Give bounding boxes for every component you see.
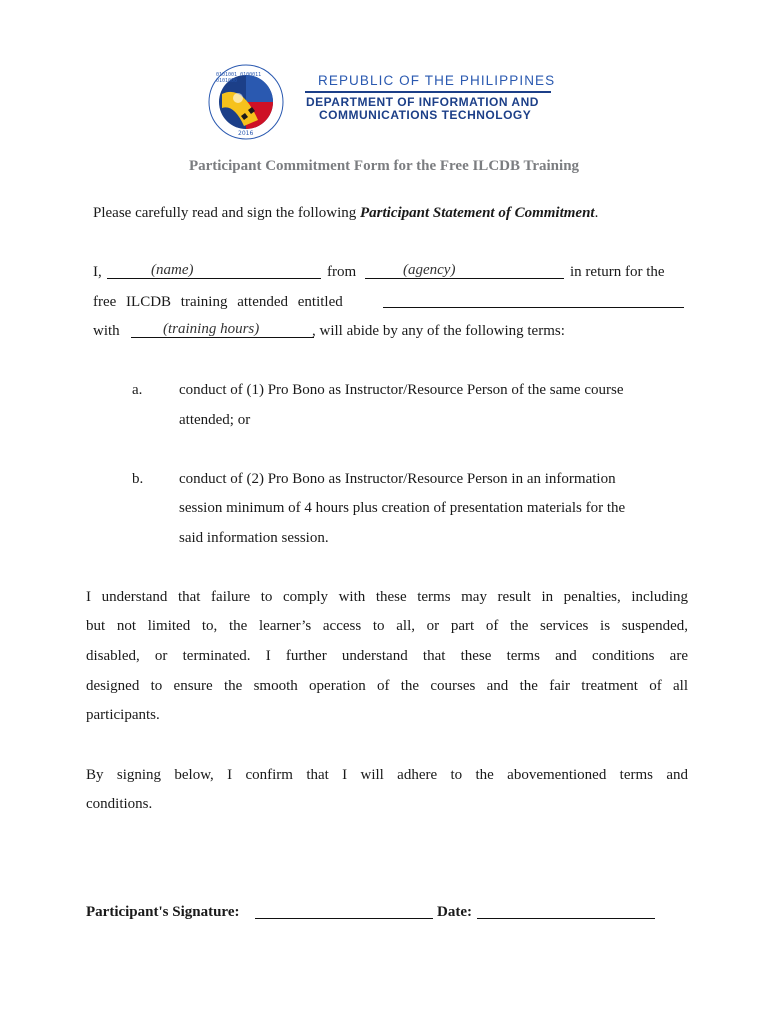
statement-with: with	[93, 323, 120, 339]
statement-i: I,	[93, 264, 102, 280]
statement-abide: , will abide by any of the following terms:	[312, 323, 565, 339]
understand-line-1: I understand that failure to comply with these terms may result in penalties, including	[86, 589, 688, 605]
term-a-line-2: attended; or	[179, 412, 251, 428]
intro-emphasis: Participant Statement of Commitment	[360, 205, 595, 221]
term-b-letter: b.	[132, 471, 144, 487]
term-b-line-3: said information session.	[179, 530, 329, 546]
confirm-line-1: By signing below, I confirm that I will adhere to the abovementioned terms and	[86, 767, 688, 783]
term-a-letter: a.	[132, 382, 143, 398]
seal-text-overlay: 0101001 0100011 0101000 2016	[216, 72, 262, 137]
understand-line-4: designed to ensure the smooth operation of the courses and the fair treatment of all	[86, 678, 688, 694]
header-rule	[305, 91, 551, 93]
header-communications: COMMUNICATIONS TECHNOLOGY	[319, 108, 532, 122]
agency-field[interactable]: (agency)	[365, 262, 564, 279]
statement-from: from	[327, 264, 357, 280]
training-hours-field[interactable]: (training hours)	[131, 321, 314, 338]
statement-in-return: in return for the	[570, 264, 665, 280]
date-label: Date:	[437, 904, 472, 920]
term-a-line-1: conduct of (1) Pro Bono as Instructor/Resource Person of the same course	[179, 382, 624, 398]
term-b-line-1: conduct of (2) Pro Bono as Instructor/Resource Person in an information	[179, 471, 616, 487]
understand-line-5: participants.	[86, 707, 160, 723]
understand-line-2: but not limited to, the learner’s access to all, or part of the services is suspended,	[86, 618, 688, 634]
intro-end: .	[594, 205, 599, 221]
intro-paragraph	[93, 203, 598, 223]
name-field[interactable]: (name)	[107, 262, 321, 279]
statement-training-entitled: free ILCDB training attended entitled	[93, 294, 343, 310]
signature-label: Participant's Signature:	[86, 904, 240, 920]
confirm-line-2: conditions.	[86, 796, 153, 812]
header-department: DEPARTMENT OF INFORMATION AND	[306, 95, 539, 109]
understand-line-3: disabled, or terminated. I further understand that these terms and conditions are	[86, 648, 688, 664]
term-b-line-2: session minimum of 4 hours plus creation of presentation materials for the	[179, 500, 626, 516]
signature-field[interactable]	[255, 903, 433, 919]
date-field[interactable]	[477, 903, 655, 919]
intro-text: Please carefully read and sign the following	[93, 205, 360, 221]
header-republic: REPUBLIC OF THE PHILIPPINES	[318, 73, 556, 88]
form-title: Participant Commitment Form for the Free ILCDB Training	[188, 158, 580, 174]
training-title-field[interactable]	[383, 292, 684, 308]
